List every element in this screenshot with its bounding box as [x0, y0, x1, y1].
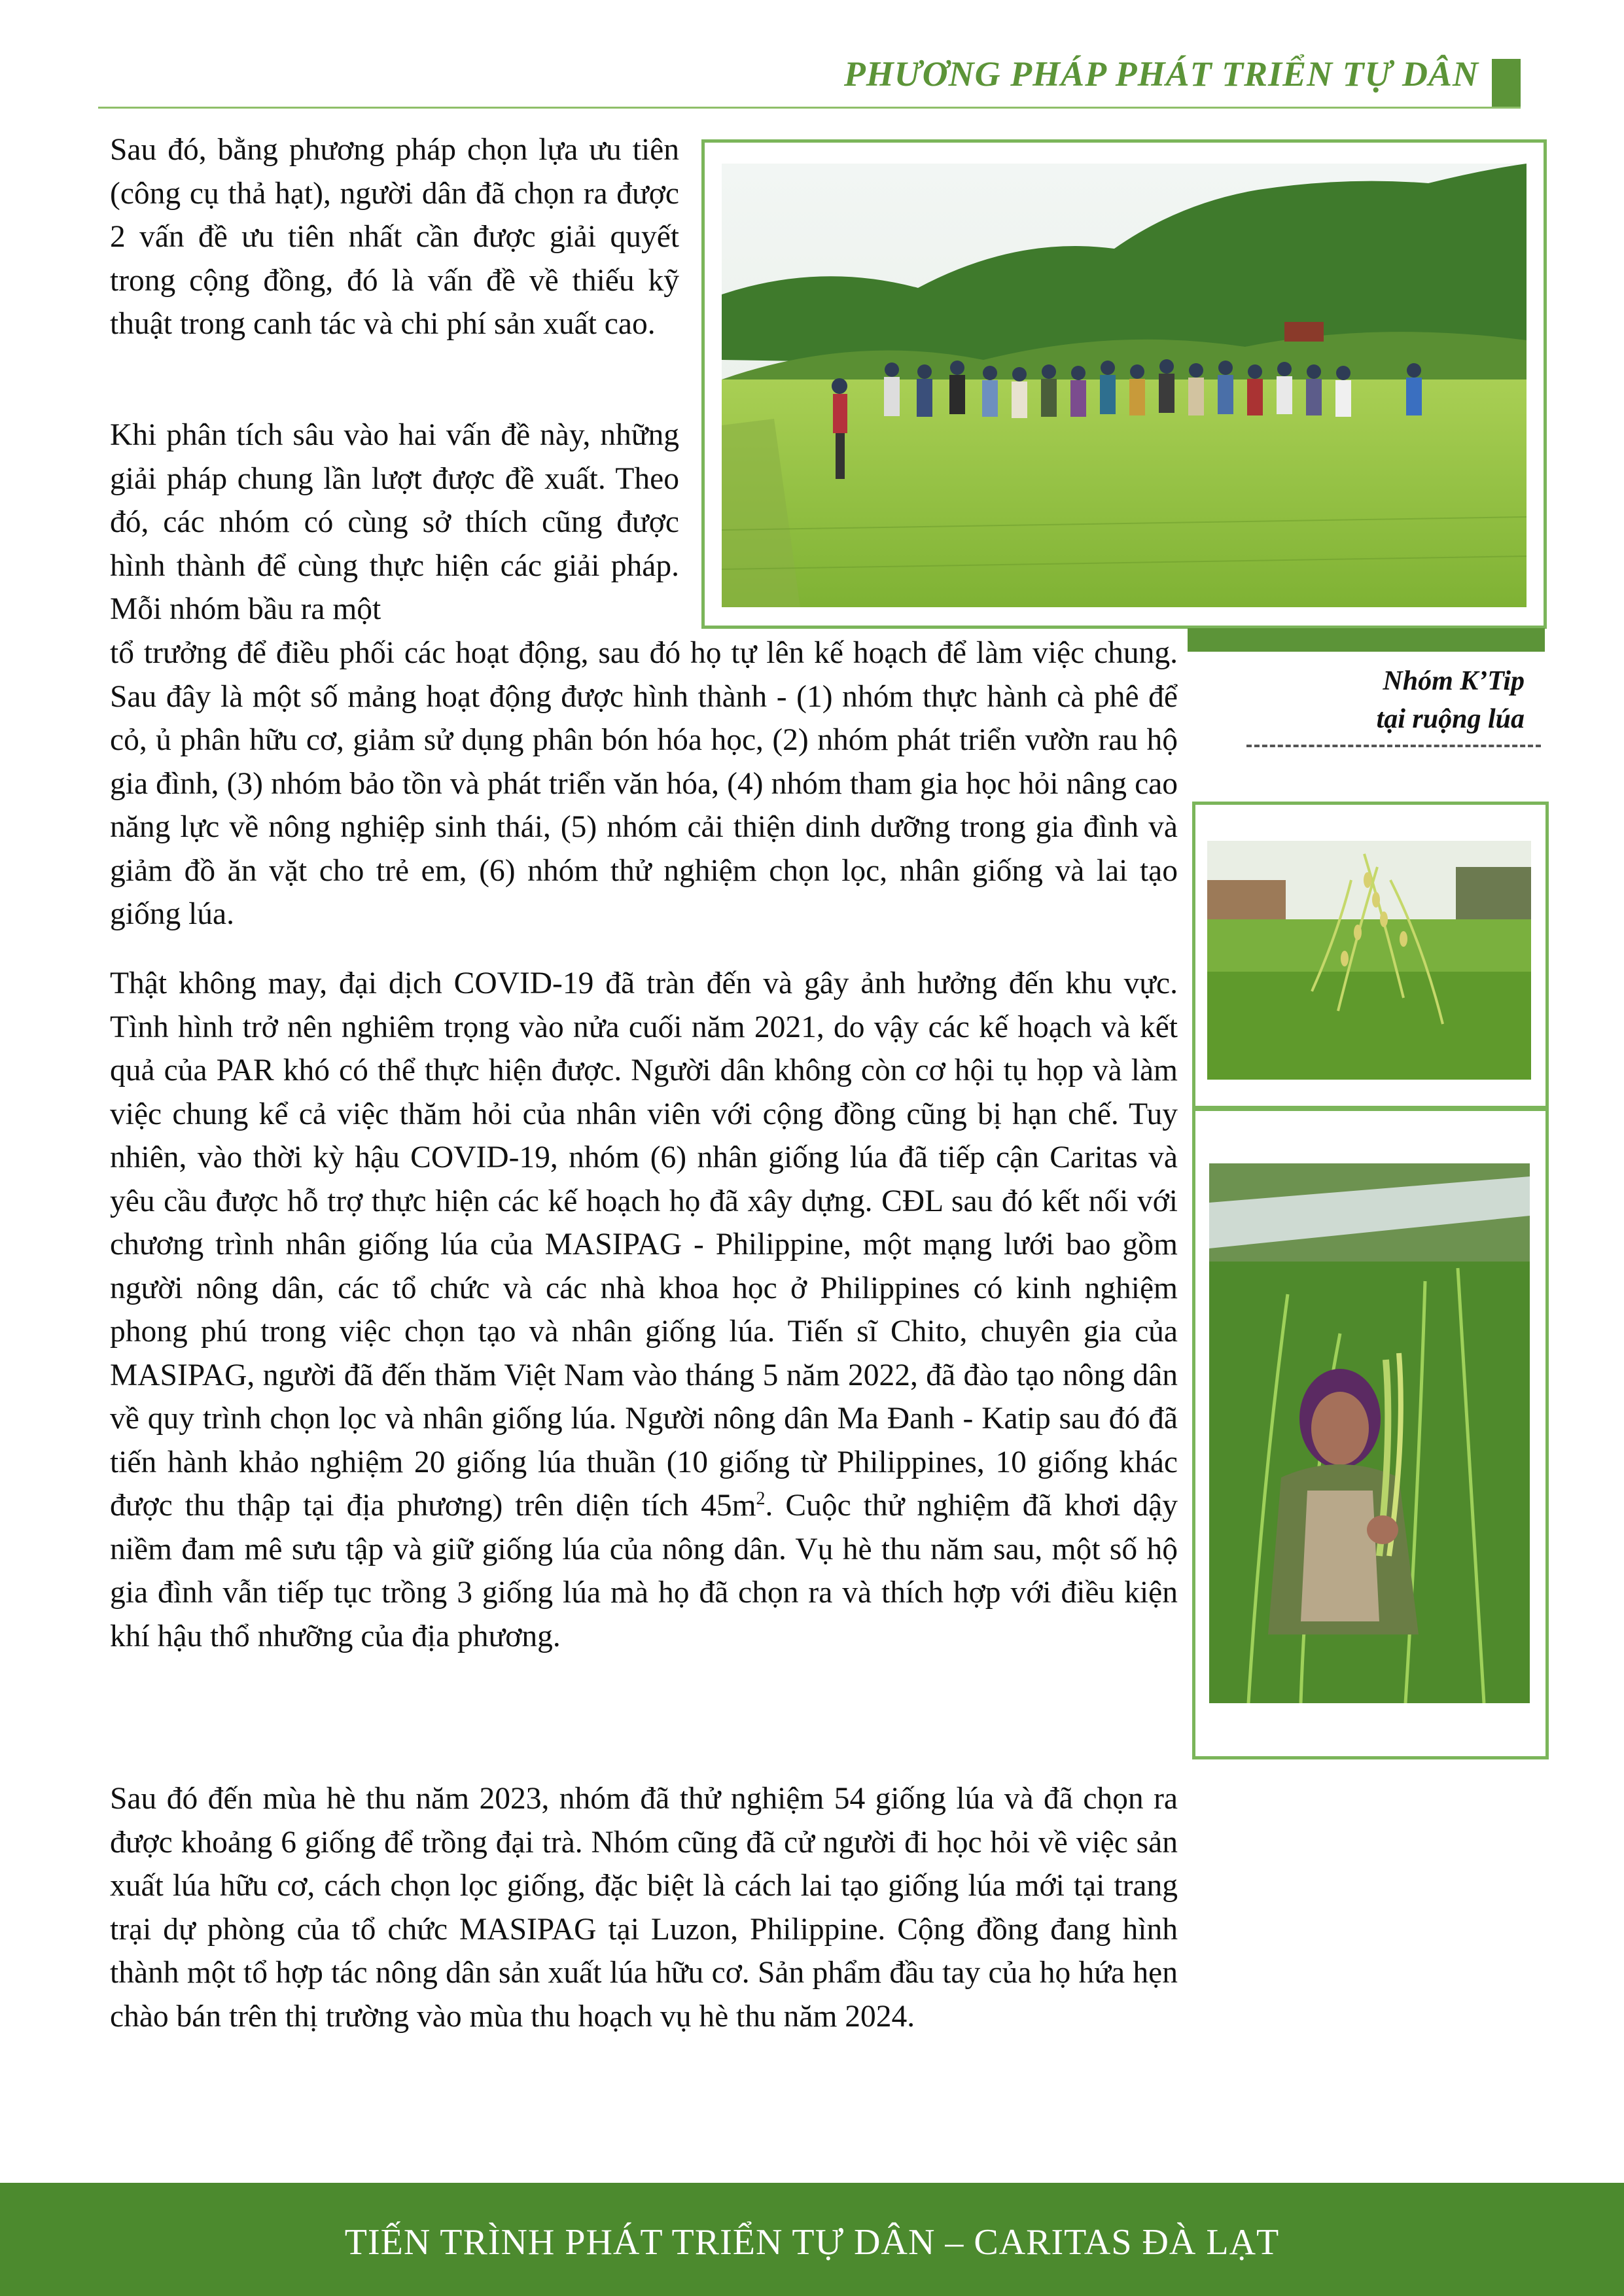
rice-photo	[1207, 841, 1531, 1080]
paragraph-2-lower: tổ trưởng để điều phối các hoạt động, sau đó họ tự lên kế hoạch để làm việc chung. Sau đây là một số mảng hoạt động được hình thành - (1) nhóm thực hành cà phê để cỏ, ủ phân hữu cơ, giảm sử dụng phân bón hóa học, (2) nhóm phát triển vườn rau hộ gia đình, (3) nhóm bảo tồn và phát triển văn hóa, (4) nhóm tham gia học hỏi nâng cao năng lực về nông nghiệp sinh thái, (5) nhóm cải thiện dinh dưỡng trong gia đình và giảm đồ ăn vặt cho trẻ em, (6) nhóm thử nghiệm chọn lọc, nhân giống và lai tạo giống lúa.	[110, 636, 1178, 931]
footer-title: TIẾN TRÌNH PHÁT TRIỂN TỰ DÂN – CARITAS ĐÀ LẠT	[344, 2222, 1280, 2263]
caption-line-2: tại ruộng lúa	[1376, 704, 1525, 734]
photo-accent-bar	[1188, 628, 1545, 652]
header-accent-block	[1492, 59, 1521, 109]
page-header-title: PHƯƠNG PHÁP PHÁT TRIỂN TỰ DÂN	[843, 54, 1479, 94]
superscript-2: 2	[756, 1489, 766, 1510]
paragraph-4: Sau đó đến mùa hè thu năm 2023, nhóm đã thử nghiệm 54 giống lúa và đã chọn ra được khoảng 6 giống để trồng đại trà. Nhóm cũng đã cử người đi học hỏi về việc sản xuất lúa hữu cơ, cách chọn lọc giống, đặc biệt là cách lai tạo giống lúa mới tại trang trại dự phòng của tổ chức MASIPAG tại Luzon, Philippine. Cộng đồng đang hình thành một tổ hợp tác nông dân sản xuất lúa hữu cơ. Sản phẩm đầu tay của họ hứa hẹn chào bán trên thị trường vào mùa thu hoạch vụ hè thu năm 2024.	[110, 1782, 1178, 2034]
paragraph-3-text-b: . Cuộc thử nghiệm đã khơi dậy niềm đam mê sưu tập và giữ giống lúa của nông dân. Vụ hè thu năm sau, một số hộ gia đình vẫn tiếp tục trồng 3 giống lúa mà họ đã chọn ra và thích hợp với điều kiện khí hậu thổ nhưỡng của địa phương.	[110, 1489, 1178, 1653]
paragraph-2-upper: Khi phân tích sâu vào hai vấn đề này, những giải pháp chung lần lượt được đề xuất. Theo đó, các nhóm có cùng sở thích cũng được hình thành để cùng thực hiện các giải pháp. Mỗi nhóm bầu ra một	[110, 418, 679, 626]
caption-line-1: Nhóm K’Tip	[1383, 666, 1525, 696]
caption-divider	[1246, 745, 1541, 747]
paragraph-3-text-a: Thật không may, đại dịch COVID-19 đã tràn đến và gây ảnh hưởng đến khu vực. Tình hình trở nên nghiêm trọng vào nửa cuối năm 2021, do vậy các kế hoạch và kết quả của PAR khó có thể thực hiện được. Người dân không còn cơ hội tụ họp và làm việc chung kể cả việc thăm hỏi của nhân viên với cộng đồng cũng bị hạn chế. Tuy nhiên, vào thời kỳ hậu COVID-19, nhóm (6) nhân giống lúa đã tiếp cận Caritas và yêu cầu được hỗ trợ thực hiện các kế hoạch họ đã xây dựng. CĐL sau đó kết nối với chương trình nhân giống lúa của MASIPAG - Philippine, một mạng lưới bao gồm người nông dân, các tổ chức và các nhà khoa học ở Philippines có kinh nghiệm phong phú trong việc chọn tạo và nhân giống lúa. Tiến sĩ Chito, chuyên gia của MASIPAG, người đã đến thăm Việt Nam vào tháng 5 năm 2022, đã đào tạo nông dân về quy trình chọn lọc và nhân giống lúa. Người nông dân Ma Đanh - Katip sau đó đã tiến hành khảo nghiệm 20 giống lúa thuần (10 giống từ Philippines, 10 giống khác được thu thập tại địa phương) trên diện tích 45m	[110, 966, 1178, 1523]
header-rule	[98, 107, 1521, 109]
paragraph-3	[110, 962, 1178, 1658]
photo-caption	[1256, 662, 1525, 738]
farmer-photo	[1209, 1163, 1530, 1703]
group-photo	[722, 164, 1527, 607]
paragraph-1: Sau đó, bằng phương pháp chọn lựa ưu tiên (công cụ thả hạt), người dân đã chọn ra được 2 vấn đề ưu tiên nhất cần được giải quyết trong cộng đồng, đó là vấn đề về thiếu kỹ thuật trong canh tác và chi phí sản xuất cao.	[110, 133, 679, 341]
